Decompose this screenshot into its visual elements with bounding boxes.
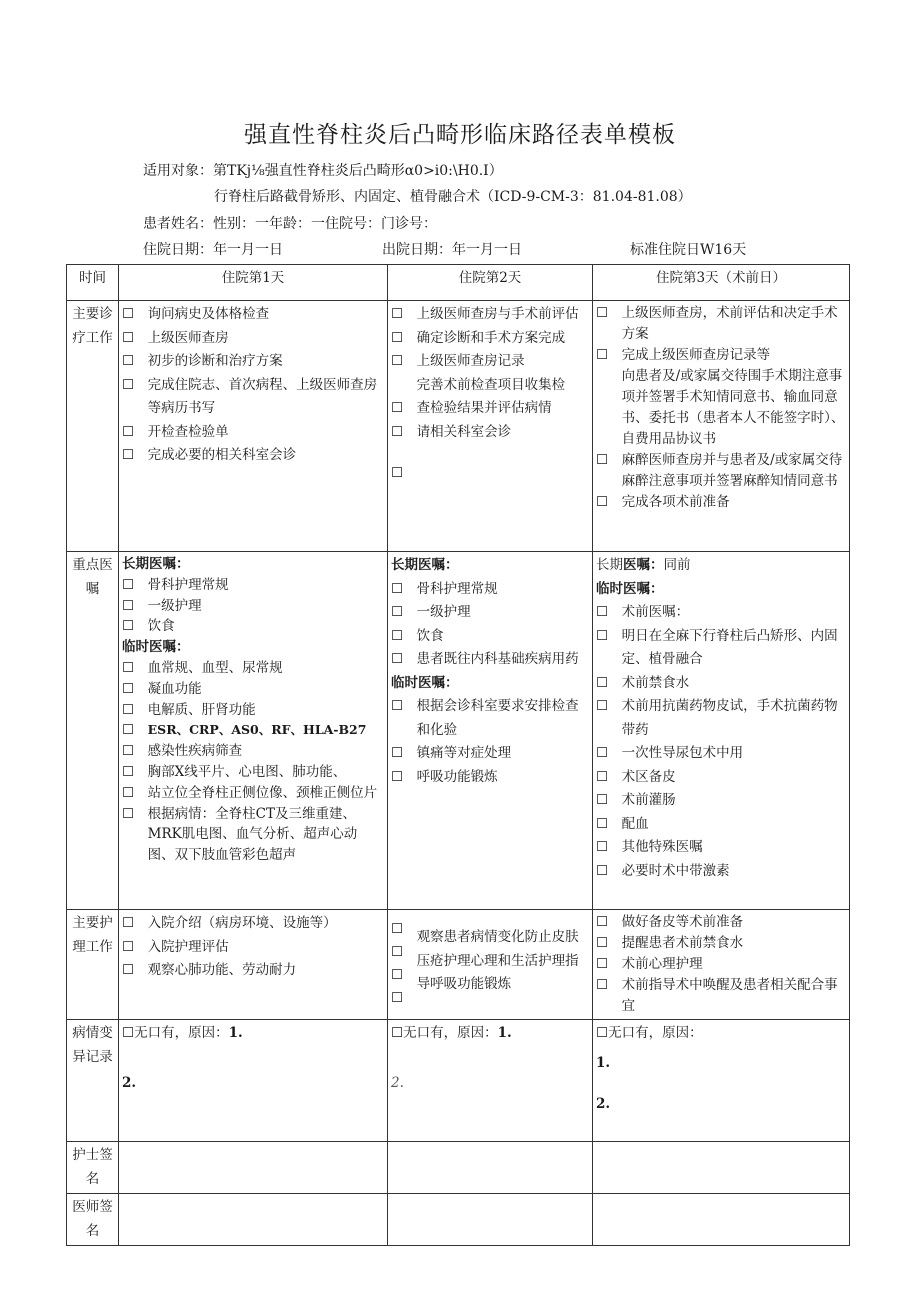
list-item[interactable]: ☐ 根据病情：全脊柱CT及三维重建、MRK肌电图、血气分析、超声心动图、双下肢血管彩色超声 <box>122 804 384 866</box>
checkbox-icon[interactable]: ☐ <box>391 353 404 369</box>
long-term-orders-heading: 长期医嘱： <box>391 557 459 573</box>
checkbox-icon[interactable]: ☐ <box>596 815 609 832</box>
checkbox-icon[interactable]: ☐ <box>122 376 135 393</box>
list-item[interactable]: ☐ 配血 <box>596 813 846 837</box>
list-item[interactable]: ☐ 术前指导术中唤醒及患者相关配合事宜 <box>596 975 846 1017</box>
checkbox-icon[interactable]: ☐ <box>596 862 609 879</box>
variance-line-2: 2. <box>122 1074 137 1091</box>
nursing-day3-cell <box>593 910 850 1020</box>
nursing-day2-cell <box>388 910 593 1020</box>
checkbox-icon[interactable]: ☐ <box>122 618 135 635</box>
row-label-nurse-sign: 护士签名 <box>67 1142 119 1194</box>
variance-line-1[interactable]: ☐无口有，原因：1. <box>122 1025 243 1041</box>
list-item[interactable]: ☐ 做好备皮等术前准备 <box>596 912 846 933</box>
checkbox-icon[interactable]: ☐ <box>596 768 609 785</box>
diag-day2-cell <box>388 301 593 552</box>
checkbox-icon[interactable]: ☐ <box>122 306 135 322</box>
col-day2-header: 住院第2天 <box>388 265 593 301</box>
variance-day2-cell <box>388 1020 593 1142</box>
row-label-orders: 重点医嘱 <box>67 552 119 910</box>
list-item[interactable]: ☐ 术前心理护理 <box>596 954 846 975</box>
variance-day3-cell <box>593 1020 850 1142</box>
checkbox-icon[interactable]: ☐ <box>391 651 404 667</box>
nurse-sign-day3[interactable] <box>593 1142 850 1194</box>
variance-line-1[interactable]: ☐无口有，原因：1. <box>391 1025 512 1041</box>
checkbox-icon[interactable]: ☐ <box>596 494 609 510</box>
list-item[interactable]: ☐ 根据会诊科室要求安排检查和化验 <box>391 695 589 742</box>
checkbox-icon[interactable]: ☐ <box>596 1025 609 1041</box>
discharge-date: 出院日期：年一月一日 <box>382 242 522 258</box>
list-item[interactable]: ☐ 患者既往内科基础疾病用药 <box>391 648 589 672</box>
list-item[interactable]: ☐ 站立位全脊柱正侧位像、颈椎正侧位片 <box>122 783 384 804</box>
row-nurse-sign <box>67 1142 850 1194</box>
temporary-orders-heading: 临时医嘱： <box>596 580 664 597</box>
checkbox-icon[interactable]: ☐ <box>391 604 404 620</box>
checkbox-icon[interactable]: ☐ <box>122 701 135 718</box>
patient-info-line: 患者姓名：性别：一年龄：一住院号：门诊号： <box>143 216 437 232</box>
checkbox-icon[interactable]: ☐ <box>122 763 135 780</box>
list-item[interactable]: ☐ 上级医师查房与手术前评估 <box>391 303 589 327</box>
checkbox-icon[interactable]: ☐ <box>391 329 404 346</box>
list-item[interactable]: ☐ 一次性导尿包术中用 <box>596 742 846 766</box>
list-item[interactable]: ☐ 上级医师查房 <box>122 327 384 351</box>
row-doctor-sign <box>67 1194 850 1246</box>
col-day3-header: 住院第3天（术前日） <box>593 265 850 301</box>
checkbox-icon[interactable]: ☐ <box>122 915 135 931</box>
list-item[interactable]: ☐ 入院介绍（病房环境、设施等） <box>122 912 384 936</box>
list-item[interactable]: ☐ 其他特殊医嘱 <box>596 836 846 860</box>
long-term-orders-heading: 长期医嘱： <box>122 556 190 572</box>
checkbox-icon[interactable]: ☐ <box>122 1025 135 1041</box>
checkbox-icon[interactable]: ☐ <box>596 914 609 930</box>
list-item[interactable]: ☐ 凝血功能 <box>122 679 384 700</box>
doctor-sign-day1[interactable] <box>119 1194 388 1246</box>
nursing-day2-text: 观察患者病情变化防止皮肤压疮护理心理和生活护理指导呼吸功能锻炼 <box>416 929 579 992</box>
list-item[interactable]: ☐ 上级医师查房记录 <box>391 350 589 374</box>
table-header-row <box>67 265 850 301</box>
list-item[interactable]: ☐ 术前用抗菌药物皮试，手术抗菌药物带药 <box>596 695 846 742</box>
checkbox-icon[interactable]: ☐ <box>596 452 609 468</box>
checkbox-icon[interactable]: ☐ <box>122 938 135 955</box>
nursing-day1-cell <box>119 910 388 1020</box>
checkbox-icon[interactable]: ☐ <box>391 745 404 761</box>
list-item[interactable]: ☐ 胸部X线平片、心电图、肺功能、 <box>122 762 384 783</box>
list-item[interactable]: ☐ 饮食 <box>122 616 384 637</box>
list-item[interactable]: ☐ 完成上级医师查房记录等 <box>596 345 846 366</box>
list-item: 完善术前检查项目收集检 <box>416 376 566 393</box>
row-label-doctor-sign: 医师签名 <box>67 1194 119 1246</box>
col-time-header: 时间 <box>67 265 119 301</box>
variance-line-2: 2. <box>391 1074 404 1091</box>
checkbox-icon[interactable]: ☐ <box>122 597 135 614</box>
checkbox-icon[interactable]: ☐ <box>596 674 609 691</box>
orders-day1-cell <box>119 552 388 910</box>
list-item[interactable]: ☐ 上级医师查房，术前评估和决定手术方案 <box>596 303 846 345</box>
list-item[interactable]: ☐ 饮食 <box>391 625 589 649</box>
nurse-sign-day1[interactable] <box>119 1142 388 1194</box>
checkbox-icon[interactable]: ☐ <box>596 627 609 644</box>
checkbox-icon[interactable]: ☐ <box>391 698 404 714</box>
checkbox-icon[interactable]: ☐ <box>391 627 404 644</box>
variance-day1-cell <box>119 1020 388 1142</box>
long-term-orders-heading: 长期医嘱：同前 <box>596 557 691 573</box>
list-item[interactable]: ☐ 血常规、血型、尿常规 <box>122 658 384 679</box>
doctor-sign-day2[interactable] <box>388 1194 593 1246</box>
checkbox-icon[interactable]: ☐ <box>596 935 609 951</box>
list-item[interactable]: ☐ 完成必要的相关科室会诊 <box>122 444 384 468</box>
list-item[interactable]: ☐ 完成住院志、首次病程、上级医师查房等病历书写 <box>122 374 384 421</box>
checkbox-icon[interactable]: ☐ <box>122 743 135 760</box>
checkbox-icon[interactable]: ☐ <box>122 329 135 346</box>
checkbox-icon[interactable]: ☐ <box>596 698 609 714</box>
row-label-variance: 病情变异记录 <box>67 1020 119 1142</box>
checkbox-icon[interactable]: ☐ <box>596 745 609 761</box>
list-item[interactable]: ☐ 必要时术中带激素 <box>596 860 846 884</box>
list-item[interactable]: ☐ 观察心肺功能、劳动耐力 <box>122 959 384 983</box>
clinical-pathway-table <box>66 264 850 1246</box>
checkbox-icon[interactable]: ☐ <box>122 576 135 593</box>
doctor-sign-day3[interactable] <box>593 1194 850 1246</box>
list-item[interactable]: ☐ 一级护理 <box>122 596 384 617</box>
row-nursing <box>67 910 850 1020</box>
checkbox-icon[interactable]: ☐ <box>122 423 135 440</box>
page-title: 强直性脊柱炎后凸畸形临床路径表单模板 <box>244 122 676 148</box>
list-item[interactable]: ☐ ESR、CRP、AS0、RF、HLA-B27 <box>122 720 384 741</box>
list-item[interactable]: ☐ 骨科护理常规 <box>391 578 589 602</box>
checkbox-icon[interactable]: ☐ <box>391 768 404 785</box>
checkbox-icon[interactable]: ☐ <box>391 465 404 481</box>
checkbox-icon[interactable]: ☐ <box>122 784 135 801</box>
standard-stay: 标准住院日W16天 <box>630 242 747 258</box>
list-item[interactable]: ☐ 明日在全麻下行脊柱后凸矫形、内固定、植骨融合 <box>596 625 846 672</box>
checkbox-icon[interactable]: ☐ <box>596 305 609 321</box>
list-item[interactable]: ☐ 完成各项术前准备 <box>596 492 846 513</box>
row-label-diagnosis: 主要诊疗工作 <box>67 301 119 552</box>
list-item[interactable]: ☐ 麻醉医师查房并与患者及/或家属交待麻醉注意事项并签署麻醉知情同意书 <box>596 450 846 492</box>
list-item[interactable]: ☐ 入院护理评估 <box>122 936 384 960</box>
row-key-orders <box>67 552 850 910</box>
diag-day1-cell <box>119 301 388 552</box>
list-item[interactable]: ☐ 术前医嘱： <box>596 601 846 625</box>
applicable-line-2: 行脊柱后路截骨矫形、内固定、植骨融合术（ICD-9-CM-3：81.04-81.08） <box>214 189 692 205</box>
col-day1-header: 住院第1天 <box>119 265 388 301</box>
checkbox-icon[interactable]: ☐ <box>391 990 404 1006</box>
checkbox-icon[interactable]: ☐ <box>391 967 404 983</box>
checkbox-icon[interactable]: ☐ <box>122 680 135 697</box>
checkbox-icon[interactable]: ☐ <box>122 353 135 369</box>
list-item[interactable]: ☐ 呼吸功能锻炼 <box>391 766 589 790</box>
orders-day2-cell <box>388 552 593 910</box>
variance-number-2: 2. <box>596 1096 611 1112</box>
checkbox-icon[interactable]: ☐ <box>391 1025 404 1041</box>
list-item[interactable]: ☐ 初步的诊断和治疗方案 <box>122 350 384 374</box>
list-item[interactable]: ☐ 术前禁食水 <box>596 672 846 696</box>
list-item: 向患者及/或家属交待围手术期注意事项并签署手术知情同意书、输血同意书、委托书（患者本人不能签字时）、自费用品协议书 <box>621 368 845 447</box>
diag-day3-cell <box>593 301 850 552</box>
same-as-before: 同前 <box>663 557 691 573</box>
checkbox-icon[interactable]: ☐ <box>122 722 135 739</box>
checkbox-icon[interactable]: ☐ <box>391 580 404 597</box>
nurse-sign-day2[interactable] <box>388 1142 593 1194</box>
list-item[interactable]: ☐ 术前灌肠 <box>596 789 846 813</box>
list-item[interactable]: ☐ 一级护理 <box>391 601 589 625</box>
list-item[interactable]: ☐ 电解质、肝肾功能 <box>122 700 384 721</box>
checkbox-icon[interactable]: ☐ <box>122 659 135 676</box>
list-item[interactable]: ☐ 术区备皮 <box>596 766 846 790</box>
checkbox-icon[interactable]: ☐ <box>596 956 609 972</box>
row-label-nursing: 主要护理工作 <box>67 910 119 1020</box>
checkbox-icon[interactable]: ☐ <box>122 962 135 978</box>
variance-number-1: 1. <box>596 1054 611 1071</box>
checkbox-icon[interactable]: ☐ <box>596 792 609 808</box>
checkbox-icon[interactable]: ☐ <box>391 400 404 416</box>
list-item[interactable]: ☐ 确定诊断和手术方案完成 <box>391 327 589 351</box>
list-item[interactable]: ☐ 请相关科室会诊 <box>391 421 589 445</box>
temporary-orders-heading: 临时医嘱： <box>122 639 190 656</box>
list-item[interactable]: ☐ 感染性疾病筛查 <box>122 741 384 762</box>
checkbox-icon[interactable]: ☐ <box>122 447 135 463</box>
checkbox-icon[interactable]: ☐ <box>596 977 609 993</box>
temporary-orders-heading: 临时医嘱： <box>391 674 459 691</box>
checkbox-icon[interactable]: ☐ <box>596 347 609 363</box>
checkbox-icon[interactable]: ☐ <box>596 839 609 855</box>
checkbox-icon[interactable]: ☐ <box>122 805 135 822</box>
orders-day3-cell <box>593 552 850 910</box>
row-variance <box>67 1020 850 1142</box>
list-item[interactable]: ☐ 提醒患者术前禁食水 <box>596 933 846 954</box>
checkbox-icon[interactable]: ☐ <box>391 306 404 322</box>
checkbox-icon[interactable]: ☐ <box>391 944 404 960</box>
checkbox-icon[interactable]: ☐ <box>596 604 609 620</box>
row-main-diagnosis <box>67 301 850 552</box>
applicable-line-1: 适用对象：第TKj⅛强直性脊柱炎后凸畸形α0>i0:\H0.I） <box>143 163 503 179</box>
variance-line-1[interactable]: ☐无口有，原因： <box>596 1025 703 1041</box>
list-item[interactable]: ☐ 骨科护理常规 <box>122 575 384 596</box>
list-item[interactable]: ☐ 询问病史及体格检查 <box>122 303 384 327</box>
list-item[interactable]: ☐ 开检查检验单 <box>122 421 384 445</box>
checkbox-icon[interactable]: ☐ <box>391 921 404 937</box>
checkbox-icon[interactable]: ☐ <box>391 423 404 440</box>
list-item[interactable]: ☐ 查检验结果并评估病情 <box>391 397 589 421</box>
list-item[interactable]: ☐ 镇痛等对症处理 <box>391 742 589 766</box>
admission-date: 住院日期：年一月一日 <box>143 242 283 258</box>
